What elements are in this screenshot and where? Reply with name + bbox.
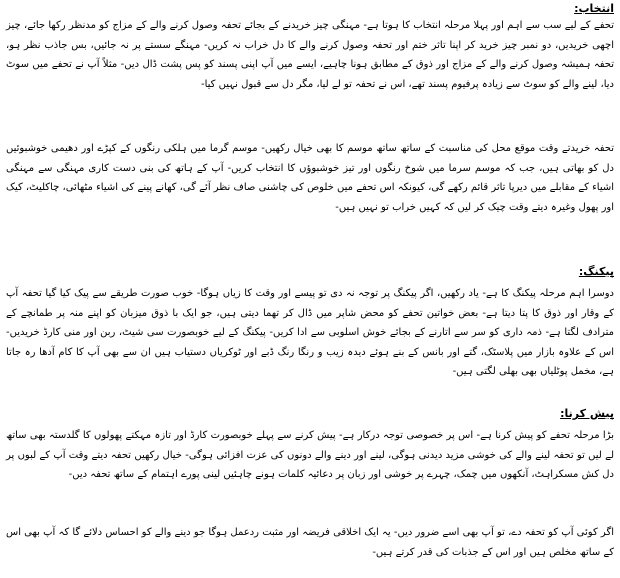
section-heading-packing: پیکنگ: bbox=[578, 265, 614, 278]
section-heading-presenting: پیش کرنا: bbox=[560, 407, 614, 420]
section-selection bbox=[6, 2, 614, 16]
section-heading-selection: انتخاب: bbox=[574, 2, 614, 15]
paragraph: تحفہ خریدتے وقت موقع محل کی مناسبت کے ساتھ ساتھ موسم کا بھی خیال رکھیں- موسم گرما میں ہلکی رنگوں کے کپڑے اور دھیمی خوشبوئیں دل کو بھاتی ہیں، جب کہ موسم سرما میں شوخ رنگوں اور تیز خوشبوؤں کا انتخاب کریں- آپ کے ہاتھ کی بنی دست کاری مہنگی سے مہنگی اشیاء کے مقابلے میں دیرپا تاثر قائم رکھے گی، کیونکہ اس تحفے میں خلوص کی چاشنی صاف نظر آئے گی، کھانے پینے کی اشیاء مٹھائی، چاکلیٹ، کیک اور پھول وغیرہ دیتے وقت چیک کر لیں کہ کہیں خراب تو نہیں ہیں- bbox=[6, 143, 614, 213]
section-selection-paragraph-1 bbox=[6, 16, 614, 94]
paragraph: تحفے کے لیے سب سے اہم اور پہلا مرحلہ انتخاب کا ہوتا ہے- مہنگی چیز خریدنے کے بجائے تحفہ وصول کرنے والے کے مزاج کو مدنظر رکھا جائے، چیز اچھی خریدیں، دو نمبر چیز خرید کر اپنا تاثر ختم اور تحفہ وصول کرنے والے کا دل خراب نہ کریں- مہنگے سستے پر نہ جائیں، بس جاذب نظر ہو، تحفہ ہمیشہ وصول کرنے والے کے مزاج اور ذوق کے مطابق ہونا چاہیے، ایسے میں آپ اپنی پسند کو پس پشت ڈال دیں- مثلاً آپ نے تحفے میں سوٹ دیا، لینے والے کو سوٹ سے زیادہ پرفیوم پسند تھے، اس نے تحفہ تو لے لیا، مگر دل سے قبول نہیں کیا- bbox=[6, 20, 614, 90]
paragraph: بڑا مرحلہ تحفے کو پیش کرنا ہے- اس پر خصوصی توجہ درکار ہے- پیش کرنے سے پہلے خوبصورت کارڈ اور تازہ مہکتے پھولوں کا گلدستہ بھی ساتھ لے لیں تو تحفہ لینے والے کی خوشی مزید دیدنی ہوگی، لینے اور دینے والے دونوں کی عزت افزائی ہوگی- خیال رکھیں تحفہ دیتے وقت آپ کے لبوں پر دل کش مسکراہٹ، آنکھوں میں چمک، چہرے پر خوشی اور زبان پر دعائیہ کلمات ہونے چاہئیں لینی پورے اہتمام کے ساتھ تحفہ دیں- bbox=[6, 430, 614, 480]
section-selection-paragraph-2 bbox=[6, 139, 614, 217]
section-packing bbox=[6, 265, 614, 279]
paragraph: دوسرا اہم مرحلہ پیکنگ کا ہے- یاد رکھیں، اگر پیکنگ پر توجہ نہ دی تو پیسے اور وقت کا زیاں ہوگا- خوب صورت طریقے سے پیک کیا گیا تحفہ آپ کے وقار اور ذوق کا پتا دیتا ہے- بعض خواتین تحفے کو محض شاپر میں ڈال کر تھما دیتی ہیں، جو ایک با ذوق میزبان کو اپنے منہ پر طمانچے کے مترادف لگتا ہے- ذمہ داری کو سر سے اتارنے کے بجائے خوش اسلوبی سے ادا کریں- پیکنگ کے لیے خوبصورت سی شیٹ، ربن اور منی کارڈ خریدیں- اس کے علاوہ بازار میں پلاسٹک، گتے اور بانس کے بنے ہوئے دیدہ زیب و رنگا رنگ ڈبے اور ٹوکریاں دستیاب ہیں ان سے بھی آپ کا کام آدھا رہ جاتا ہے، مخمل پوٹلیاں بھی بھلی لگتی ہیں- bbox=[6, 288, 614, 377]
section-packing-paragraph-1 bbox=[6, 284, 614, 382]
section-presenting-paragraph-2 bbox=[6, 523, 614, 562]
section-presenting bbox=[6, 407, 614, 421]
paragraph: اگر کوئی آپ کو تحفہ دے، تو آپ بھی اسے ضرور دیں- یہ ایک اخلاقی فریضہ اور مثبت ردعمل ہوگا جو دینے والے کو احساس دلائے گا کہ آپ بھی اس کے ساتھ مخلص ہیں اور اس کے جذبات کی قدر کرتے ہیں- bbox=[6, 527, 614, 558]
section-presenting-paragraph-1 bbox=[6, 426, 614, 485]
